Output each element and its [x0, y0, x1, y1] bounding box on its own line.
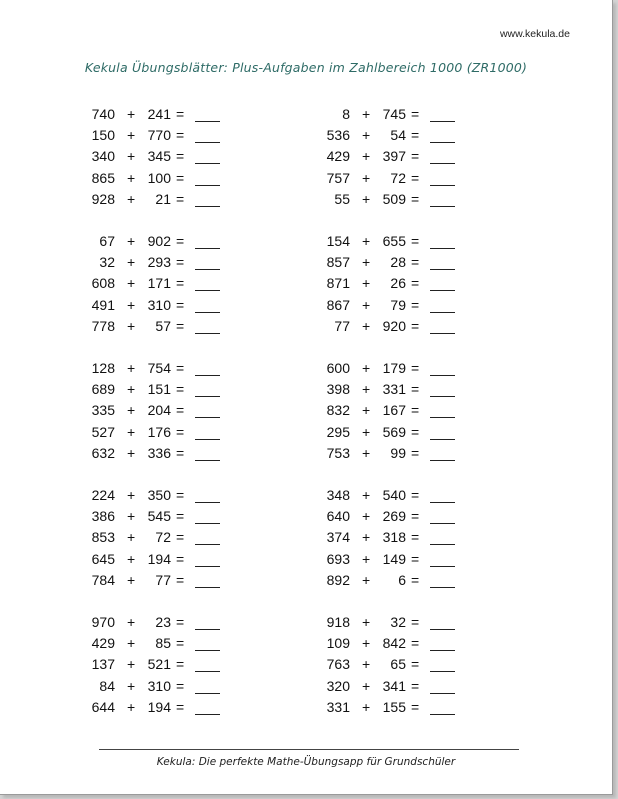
second-addend: 32 [390, 614, 406, 630]
second-addend: 6 [398, 571, 406, 588]
plus-sign: + [362, 190, 371, 207]
equals-sign: = [176, 656, 185, 673]
equals-sign: = [411, 487, 420, 503]
plus-sign: + [362, 487, 371, 503]
second-addend: 241 [147, 106, 171, 122]
second-addend: 99 [390, 444, 406, 461]
plus-sign: + [362, 529, 371, 546]
equals-sign: = [176, 402, 185, 419]
first-addend: 689 [91, 381, 115, 398]
answer-blank[interactable] [430, 121, 455, 122]
equals-sign: = [176, 381, 185, 398]
second-addend: 902 [147, 233, 171, 249]
first-addend: 386 [91, 508, 115, 525]
plus-sign: + [362, 635, 371, 652]
second-addend: 57 [155, 317, 171, 334]
answer-blank[interactable] [430, 375, 455, 376]
plus-sign: + [127, 148, 136, 165]
first-addend: 857 [326, 254, 350, 271]
plus-sign: + [362, 169, 371, 186]
equals-sign: = [411, 529, 420, 546]
second-addend: 345 [147, 148, 171, 165]
second-addend: 21 [155, 190, 171, 207]
answer-blank[interactable] [195, 333, 220, 334]
answer-blank[interactable] [430, 629, 455, 630]
answer-blank[interactable] [195, 502, 220, 503]
second-addend: 85 [155, 635, 171, 652]
answer-blank[interactable] [195, 544, 220, 545]
first-addend: 740 [91, 106, 115, 122]
equals-sign: = [411, 233, 420, 249]
first-addend: 398 [326, 381, 350, 398]
plus-sign: + [362, 106, 371, 122]
first-addend: 928 [91, 190, 115, 207]
first-addend: 632 [91, 444, 115, 461]
first-addend: 784 [91, 571, 115, 588]
first-addend: 867 [326, 296, 350, 313]
second-addend: 194 [147, 698, 171, 715]
plus-sign: + [362, 402, 371, 419]
second-addend: 176 [147, 423, 171, 440]
second-addend: 65 [390, 656, 406, 673]
first-addend: 778 [91, 317, 115, 334]
answer-blank[interactable] [195, 290, 220, 291]
plus-sign: + [127, 275, 136, 292]
answer-blank[interactable] [430, 566, 455, 567]
first-addend: 32 [99, 254, 115, 271]
equals-sign: = [411, 296, 420, 313]
answer-blank[interactable] [430, 439, 455, 440]
plus-sign: + [362, 423, 371, 440]
equals-sign: = [176, 106, 185, 122]
plus-sign: + [362, 233, 371, 249]
first-addend: 753 [326, 444, 350, 461]
plus-sign: + [127, 127, 136, 144]
equals-sign: = [176, 529, 185, 546]
first-addend: 853 [91, 529, 115, 546]
first-addend: 150 [91, 127, 115, 144]
first-addend: 970 [91, 614, 115, 630]
plus-sign: + [127, 571, 136, 588]
first-addend: 600 [326, 360, 350, 376]
plus-sign: + [127, 635, 136, 652]
first-addend: 77 [334, 317, 350, 334]
footer-divider [99, 749, 519, 750]
answer-blank[interactable] [195, 269, 220, 270]
answer-blank[interactable] [195, 460, 220, 461]
plus-sign: + [127, 550, 136, 567]
plus-sign: + [362, 254, 371, 271]
answer-blank[interactable] [195, 650, 220, 651]
second-addend: 770 [147, 127, 171, 144]
first-addend: 892 [326, 571, 350, 588]
equals-sign: = [411, 402, 420, 419]
first-addend: 871 [326, 275, 350, 292]
equals-sign: = [176, 550, 185, 567]
equals-sign: = [411, 444, 420, 461]
second-addend: 842 [382, 635, 406, 652]
plus-sign: + [127, 614, 136, 630]
plus-sign: + [127, 169, 136, 186]
second-addend: 23 [155, 614, 171, 630]
second-addend: 754 [147, 360, 171, 376]
first-addend: 429 [326, 148, 350, 165]
answer-blank[interactable] [430, 523, 455, 524]
second-addend: 341 [382, 677, 406, 694]
equals-sign: = [176, 127, 185, 144]
plus-sign: + [127, 254, 136, 271]
equals-sign: = [176, 317, 185, 334]
answer-blank[interactable] [430, 163, 455, 164]
plus-sign: + [127, 190, 136, 207]
website-url: www.kekula.de [499, 28, 570, 40]
second-addend: 28 [390, 254, 406, 271]
answer-blank[interactable] [195, 312, 220, 313]
plus-sign: + [362, 571, 371, 588]
equals-sign: = [176, 169, 185, 186]
second-addend: 54 [390, 127, 406, 144]
equals-sign: = [411, 106, 420, 122]
answer-blank[interactable] [195, 206, 220, 207]
second-addend: 194 [147, 550, 171, 567]
second-addend: 545 [147, 508, 171, 525]
equals-sign: = [176, 508, 185, 525]
second-addend: 310 [147, 677, 171, 694]
first-addend: 527 [91, 423, 115, 440]
second-addend: 331 [382, 381, 406, 398]
plus-sign: + [362, 698, 371, 715]
plus-sign: + [362, 508, 371, 525]
equals-sign: = [411, 148, 420, 165]
second-addend: 72 [390, 169, 406, 186]
second-addend: 204 [147, 402, 171, 419]
equals-sign: = [411, 127, 420, 144]
answer-blank[interactable] [195, 439, 220, 440]
second-addend: 336 [147, 444, 171, 461]
first-addend: 608 [91, 275, 115, 292]
answer-blank[interactable] [430, 460, 455, 461]
first-addend: 295 [326, 423, 350, 440]
equals-sign: = [411, 423, 420, 440]
answer-blank[interactable] [195, 163, 220, 164]
equals-sign: = [176, 275, 185, 292]
plus-sign: + [127, 317, 136, 334]
answer-blank[interactable] [430, 396, 455, 397]
first-addend: 128 [91, 360, 115, 376]
first-addend: 491 [91, 296, 115, 313]
equals-sign: = [411, 656, 420, 673]
plus-sign: + [362, 127, 371, 144]
plus-sign: + [127, 106, 136, 122]
first-addend: 109 [326, 635, 350, 652]
plus-sign: + [127, 402, 136, 419]
plus-sign: + [127, 677, 136, 694]
answer-blank[interactable] [430, 290, 455, 291]
first-addend: 645 [91, 550, 115, 567]
second-addend: 655 [382, 233, 406, 249]
worksheet-title: Kekula Übungsblätter: Plus-Aufgaben im Zahlbereich 1000 (ZR1000) [84, 60, 528, 75]
plus-sign: + [362, 614, 371, 630]
answer-blank[interactable] [195, 248, 220, 249]
equals-sign: = [176, 635, 185, 652]
equals-sign: = [411, 508, 420, 525]
second-addend: 171 [147, 275, 171, 292]
equals-sign: = [176, 614, 185, 630]
second-addend: 72 [155, 529, 171, 546]
plus-sign: + [127, 698, 136, 715]
answer-blank[interactable] [195, 396, 220, 397]
first-addend: 374 [326, 529, 350, 546]
plus-sign: + [362, 360, 371, 376]
equals-sign: = [411, 360, 420, 376]
first-addend: 757 [326, 169, 350, 186]
equals-sign: = [176, 423, 185, 440]
answer-blank[interactable] [195, 671, 220, 672]
answer-blank[interactable] [430, 312, 455, 313]
first-addend: 832 [326, 402, 350, 419]
equals-sign: = [176, 296, 185, 313]
second-addend: 155 [382, 698, 406, 715]
plus-sign: + [362, 656, 371, 673]
answer-blank[interactable] [195, 629, 220, 630]
second-addend: 350 [147, 487, 171, 503]
equals-sign: = [411, 635, 420, 652]
answer-blank[interactable] [430, 269, 455, 270]
first-addend: 137 [91, 656, 115, 673]
first-addend: 429 [91, 635, 115, 652]
equals-sign: = [411, 677, 420, 694]
equals-sign: = [411, 169, 420, 186]
first-addend: 335 [91, 402, 115, 419]
answer-blank[interactable] [195, 142, 220, 143]
second-addend: 540 [382, 487, 406, 503]
first-addend: 84 [99, 677, 115, 694]
answer-blank[interactable] [430, 248, 455, 249]
plus-sign: + [362, 677, 371, 694]
second-addend: 509 [382, 190, 406, 207]
first-addend: 154 [326, 233, 350, 249]
first-addend: 865 [91, 169, 115, 186]
first-addend: 224 [91, 487, 115, 503]
equals-sign: = [411, 698, 420, 715]
first-addend: 644 [91, 698, 115, 715]
second-addend: 100 [147, 169, 171, 186]
plus-sign: + [362, 275, 371, 292]
first-addend: 536 [326, 127, 350, 144]
answer-blank[interactable] [195, 714, 220, 715]
answer-blank[interactable] [430, 502, 455, 503]
equals-sign: = [411, 254, 420, 271]
equals-sign: = [411, 550, 420, 567]
equals-sign: = [176, 360, 185, 376]
answer-blank[interactable] [430, 142, 455, 143]
answer-blank[interactable] [195, 185, 220, 186]
equals-sign: = [176, 254, 185, 271]
answer-blank[interactable] [430, 544, 455, 545]
plus-sign: + [127, 529, 136, 546]
answer-blank[interactable] [195, 375, 220, 376]
equals-sign: = [411, 190, 420, 207]
equals-sign: = [176, 444, 185, 461]
second-addend: 26 [390, 275, 406, 292]
second-addend: 521 [147, 656, 171, 673]
answer-blank[interactable] [430, 693, 455, 694]
equals-sign: = [411, 275, 420, 292]
plus-sign: + [127, 233, 136, 249]
answer-blank[interactable] [430, 650, 455, 651]
answer-blank[interactable] [430, 206, 455, 207]
equals-sign: = [411, 381, 420, 398]
second-addend: 569 [382, 423, 406, 440]
answer-blank[interactable] [430, 185, 455, 186]
equals-sign: = [176, 190, 185, 207]
second-addend: 151 [147, 381, 171, 398]
first-addend: 320 [326, 677, 350, 694]
answer-blank[interactable] [195, 566, 220, 567]
plus-sign: + [127, 423, 136, 440]
first-addend: 55 [334, 190, 350, 207]
equals-sign: = [176, 571, 185, 588]
answer-blank[interactable] [195, 523, 220, 524]
second-addend: 149 [382, 550, 406, 567]
equals-sign: = [176, 698, 185, 715]
second-addend: 179 [382, 360, 406, 376]
equals-sign: = [176, 233, 185, 249]
plus-sign: + [362, 317, 371, 334]
plus-sign: + [127, 360, 136, 376]
plus-sign: + [362, 381, 371, 398]
first-addend: 640 [326, 508, 350, 525]
first-addend: 331 [326, 698, 350, 715]
first-addend: 918 [326, 614, 350, 630]
footer-slogan: Kekula: Die perfekte Mathe-Übungsapp für Grundschüler [156, 756, 456, 768]
equals-sign: = [176, 148, 185, 165]
first-addend: 348 [326, 487, 350, 503]
answer-blank[interactable] [195, 121, 220, 122]
equals-sign: = [176, 677, 185, 694]
second-addend: 920 [382, 317, 406, 334]
second-addend: 293 [147, 254, 171, 271]
answer-blank[interactable] [430, 714, 455, 715]
second-addend: 167 [382, 402, 406, 419]
second-addend: 310 [147, 296, 171, 313]
equals-sign: = [411, 317, 420, 334]
plus-sign: + [362, 296, 371, 313]
first-addend: 340 [91, 148, 115, 165]
first-addend: 693 [326, 550, 350, 567]
answer-blank[interactable] [195, 417, 220, 418]
answer-blank[interactable] [195, 693, 220, 694]
second-addend: 269 [382, 508, 406, 525]
second-addend: 397 [382, 148, 406, 165]
plus-sign: + [127, 656, 136, 673]
second-addend: 79 [390, 296, 406, 313]
plus-sign: + [362, 550, 371, 567]
plus-sign: + [127, 296, 136, 313]
first-addend: 763 [326, 656, 350, 673]
plus-sign: + [127, 508, 136, 525]
equals-sign: = [411, 614, 420, 630]
answer-blank[interactable] [430, 417, 455, 418]
first-addend: 67 [99, 233, 115, 249]
second-addend: 745 [382, 106, 406, 122]
plus-sign: + [127, 444, 136, 461]
plus-sign: + [127, 487, 136, 503]
second-addend: 77 [155, 571, 171, 588]
first-addend: 8 [342, 106, 350, 122]
equals-sign: = [411, 571, 420, 588]
answer-blank[interactable] [430, 671, 455, 672]
answer-blank[interactable] [430, 587, 455, 588]
answer-blank[interactable] [430, 333, 455, 334]
plus-sign: + [362, 444, 371, 461]
second-addend: 318 [382, 529, 406, 546]
plus-sign: + [362, 148, 371, 165]
equals-sign: = [176, 487, 185, 503]
answer-blank[interactable] [195, 587, 220, 588]
plus-sign: + [127, 381, 136, 398]
